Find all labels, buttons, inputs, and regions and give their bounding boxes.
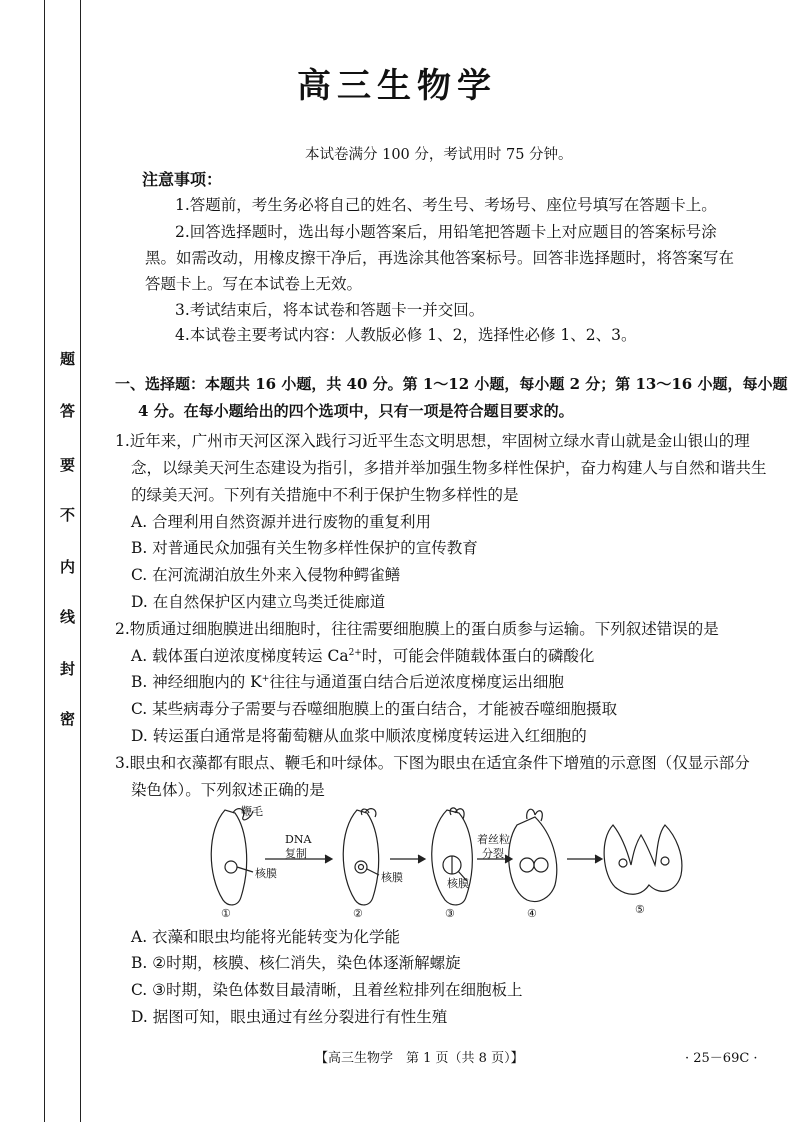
label-membrane-3: 核膜 <box>447 877 469 890</box>
label-membrane-2: 核膜 <box>381 871 403 884</box>
notice-item: 2.回答选择题时，选出每小题答案后，用铅笔把答题卡上对应题目的答案标号涂 <box>175 223 717 241</box>
label-centromere: 着丝粒 <box>477 833 510 846</box>
notice-heading: 注意事项： <box>142 170 223 189</box>
superscript: 2+ <box>348 647 362 658</box>
q3-option-d: D. 据图可知，眼虫通过有丝分裂进行有性生殖 <box>131 1008 448 1026</box>
seal-char: 不 <box>60 506 76 524</box>
label-membrane-1: 核膜 <box>255 867 277 880</box>
stage-1: ① <box>221 907 231 920</box>
seal-char: 内 <box>60 558 76 576</box>
seal-char: 要 <box>60 456 76 474</box>
seal-char: 题 <box>60 350 76 368</box>
binding-line-left <box>44 0 45 1122</box>
q1-option-c: C. 在河流湖泊放生外来入侵物种鳄雀鳝 <box>131 566 401 584</box>
stage-2: ② <box>353 907 363 920</box>
q2-option-a-text: A. 载体蛋白逆浓度梯度转运 Ca <box>131 647 349 665</box>
label-dna: DNA <box>285 833 312 846</box>
nucleus-2 <box>355 861 367 873</box>
stage-4: ④ <box>527 907 537 920</box>
section-heading-cont: 4 分。在每小题给出的四个选项中，只有一项是符合题目要求的。 <box>138 402 574 420</box>
q1-stem: 1.近年来，广州市天河区深入践行习近平生态文明思想，牢固树立绿水青山就是金山银山的理 <box>115 432 750 450</box>
q1-stem: 念，以绿美天河生态建设为指引，多措并举加强生物多样性保护，奋力构建人与自然和谐共生 <box>131 459 767 477</box>
label-flagellum: 鞭毛 <box>241 805 263 818</box>
seal-char: 答 <box>60 402 76 420</box>
notice-item: 黑。如需改动，用橡皮擦干净后，再选涂其他答案标号。回答非选择题时，将答案写在 <box>145 249 735 267</box>
q2-option-c: C. 某些病毒分子需要与吞噬细胞膜上的蛋白结合，才能被吞噬细胞摄取 <box>131 700 618 718</box>
q3-option-b: B. ②时期，核膜、核仁消失，染色体逐渐解螺旋 <box>131 954 461 972</box>
cell-1 <box>211 810 246 905</box>
q1-option-a: A. 合理利用自然资源并进行废物的重复利用 <box>131 513 432 531</box>
label-replication: 复制 <box>285 847 307 860</box>
exam-info: 本试卷满分 100 分，考试用时 75 分钟。 <box>305 147 573 163</box>
q2-option-b <box>131 670 564 692</box>
exam-code: · 25－69C · <box>685 1051 758 1066</box>
q2-option-b-text-end: 往往与通道蛋白结合后逆浓度梯度运出细胞 <box>269 673 564 691</box>
notice-item: 1.答题前，考生务必将自己的姓名、考生号、考场号、座位号填写在答题卡上。 <box>175 196 717 214</box>
stage-5: ⑤ <box>635 903 645 916</box>
q2-option-a <box>131 644 594 666</box>
q2-stem: 2.物质通过细胞膜进出细胞时，往往需要细胞膜上的蛋白质参与运输。下列叙述错误的是 <box>115 620 719 638</box>
notice-item: 3.考试结束后，将本试卷和答题卡一并交回。 <box>175 301 485 319</box>
page-footer: 【高三生物学 第 1 页（共 8 页）】 <box>315 1051 524 1066</box>
q3-option-c: C. ③时期，染色体数目最清晰，且着丝粒排列在细胞板上 <box>131 981 523 999</box>
nucleus-1 <box>225 861 237 873</box>
q2-option-b-text: B. 神经细胞内的 K <box>131 673 262 691</box>
q2-option-d: D. 转运蛋白通常是将葡萄糖从血浆中顺浓度梯度转运进入红细胞的 <box>131 727 587 745</box>
q3-option-a: A. 衣藻和眼虫均能将光能转变为化学能 <box>131 928 401 946</box>
q1-option-b: B. 对普通民众加强有关生物多样性保护的宣传教育 <box>131 539 478 557</box>
label-division: 分裂 <box>482 847 504 860</box>
notice-item: 答题卡上。写在本试卷上无效。 <box>145 275 363 293</box>
notice-item: 4.本试卷主要考试内容：人教版必修 1、2，选择性必修 1、2、3。 <box>175 326 637 344</box>
q1-option-d: D. 在自然保护区内建立鸟类迁徙廊道 <box>131 593 386 611</box>
nucleus-4b <box>534 858 548 872</box>
stage-3: ③ <box>445 907 455 920</box>
cell-5 <box>604 825 682 894</box>
binding-line-right <box>80 0 81 1122</box>
q3-stem: 染色体）。下列叙述正确的是 <box>131 781 325 799</box>
euglena-division-figure <box>195 805 685 920</box>
page-title: 高三生物学 <box>297 66 497 106</box>
q1-stem: 的绿美天河。下列有关措施中不利于保护生物多样性的是 <box>131 486 519 504</box>
q2-option-a-text-end: 时，可能会伴随载体蛋白的磷酸化 <box>361 647 595 665</box>
q3-stem: 3.眼虫和衣藻都有眼点、鞭毛和叶绿体。下图为眼虫在适宜条件下增殖的示意图（仅显示部分 <box>115 754 750 772</box>
seal-char: 封 <box>60 660 76 678</box>
section-heading: 一、选择题：本题共 16 小题，共 40 分。第 1～12 小题，每小题 2 分；第 13～16 小题，每小题 <box>115 375 788 393</box>
superscript: + <box>261 673 270 684</box>
seal-char: 密 <box>60 710 76 728</box>
nucleus-4a <box>520 858 534 872</box>
cell-4 <box>509 817 557 902</box>
cell-2 <box>343 810 378 905</box>
seal-char: 线 <box>60 608 76 626</box>
